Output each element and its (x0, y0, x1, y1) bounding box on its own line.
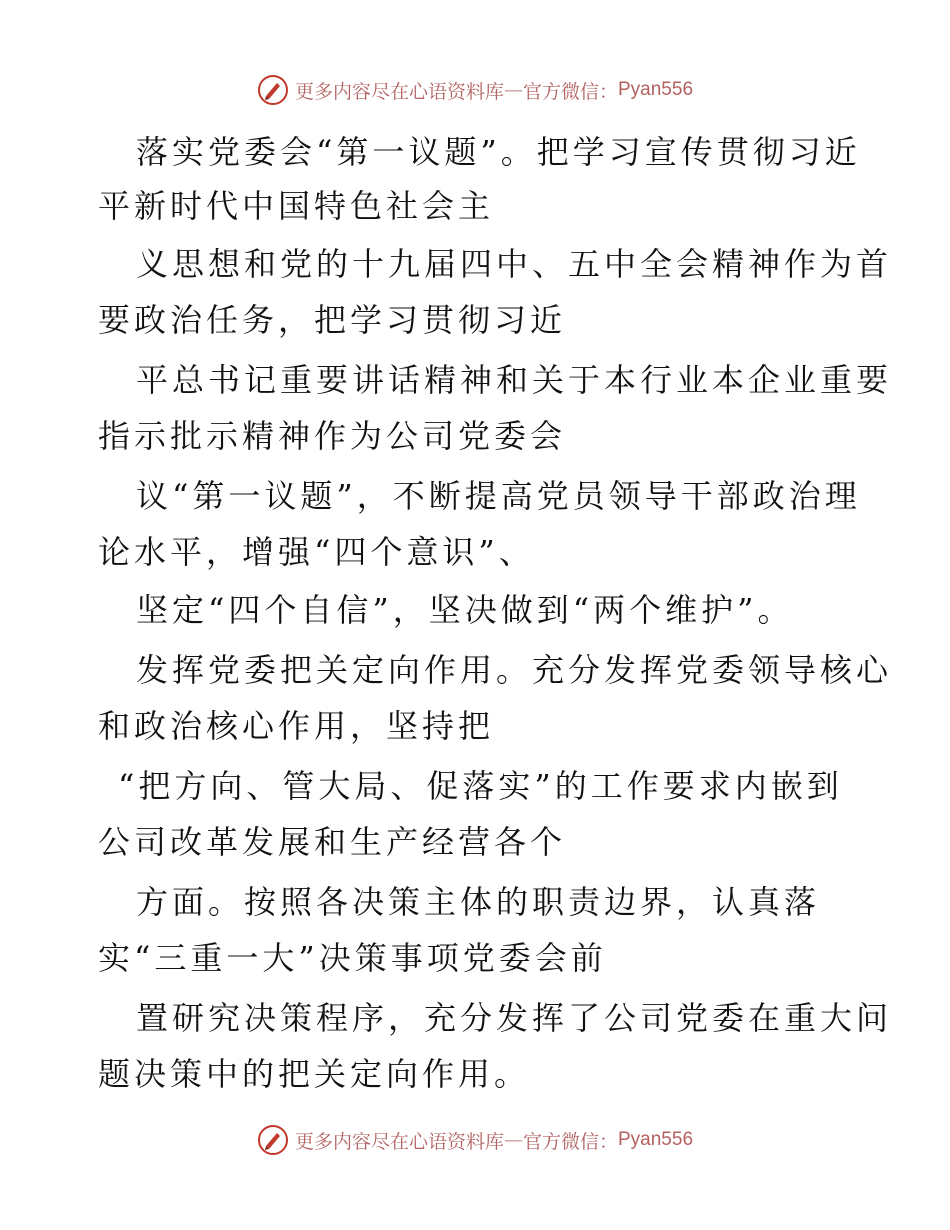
watermark-text: 更多内容尽在心语资料库 (294, 1130, 504, 1153)
footer-watermark (0, 1120, 950, 1160)
text-line: 方面。按照各决策主体的职责边界，认真落 (136, 883, 821, 921)
text-line: 指示批示精神作为公司党委会 (98, 417, 567, 455)
text-line: 平总书记重要讲话精神和关于本行业本企业重要 (136, 361, 893, 399)
text-line: 题决策中的把关定向作用。 (98, 1055, 531, 1093)
text-line: 实“三重一大”决策事项党委会前 (98, 939, 607, 977)
text-line: 置研究决策程序，充分发挥了公司党委在重大问 (136, 999, 893, 1037)
pen-logo-icon (257, 1124, 289, 1156)
text-line: 落实党委会“第一议题”。把学习宣传贯彻习近 (136, 133, 861, 171)
watermark-separator: — (503, 1129, 523, 1151)
watermark-wechat-id: Pyan556 (618, 79, 694, 100)
text-line: 和政治核心作用，坚持把 (98, 707, 495, 745)
text-line: 议“第一议题”，不断提高党员领导干部政治理 (136, 477, 861, 515)
text-line: 义思想和党的十九届四中、五中全会精神作为首 (136, 245, 893, 283)
watermark-wechat-id: Pyan556 (618, 1129, 694, 1150)
text-line: 要政治任务，把学习贯彻习近 (98, 301, 567, 339)
text-line: 平新时代中国特色社会主 (98, 187, 495, 225)
text-line: “把方向、管大局、促落实”的工作要求内嵌到 (118, 767, 843, 805)
watermark-text: 更多内容尽在心语资料库 (294, 80, 504, 103)
watermark-wechat-label: 官方微信： (522, 80, 618, 103)
watermark-separator: — (503, 79, 523, 101)
text-line: 公司改革发展和生产经营各个 (98, 823, 567, 861)
pen-logo-icon (257, 74, 289, 106)
text-line: 论水平，增强“四个意识”、 (98, 533, 535, 571)
text-line: 坚定“四个自信”，坚决做到“两个维护”。 (136, 591, 794, 629)
text-line: 发挥党委把关定向作用。充分发挥党委领导核心 (136, 651, 893, 689)
header-watermark (0, 70, 950, 110)
watermark-wechat-label: 官方微信： (522, 1130, 618, 1153)
